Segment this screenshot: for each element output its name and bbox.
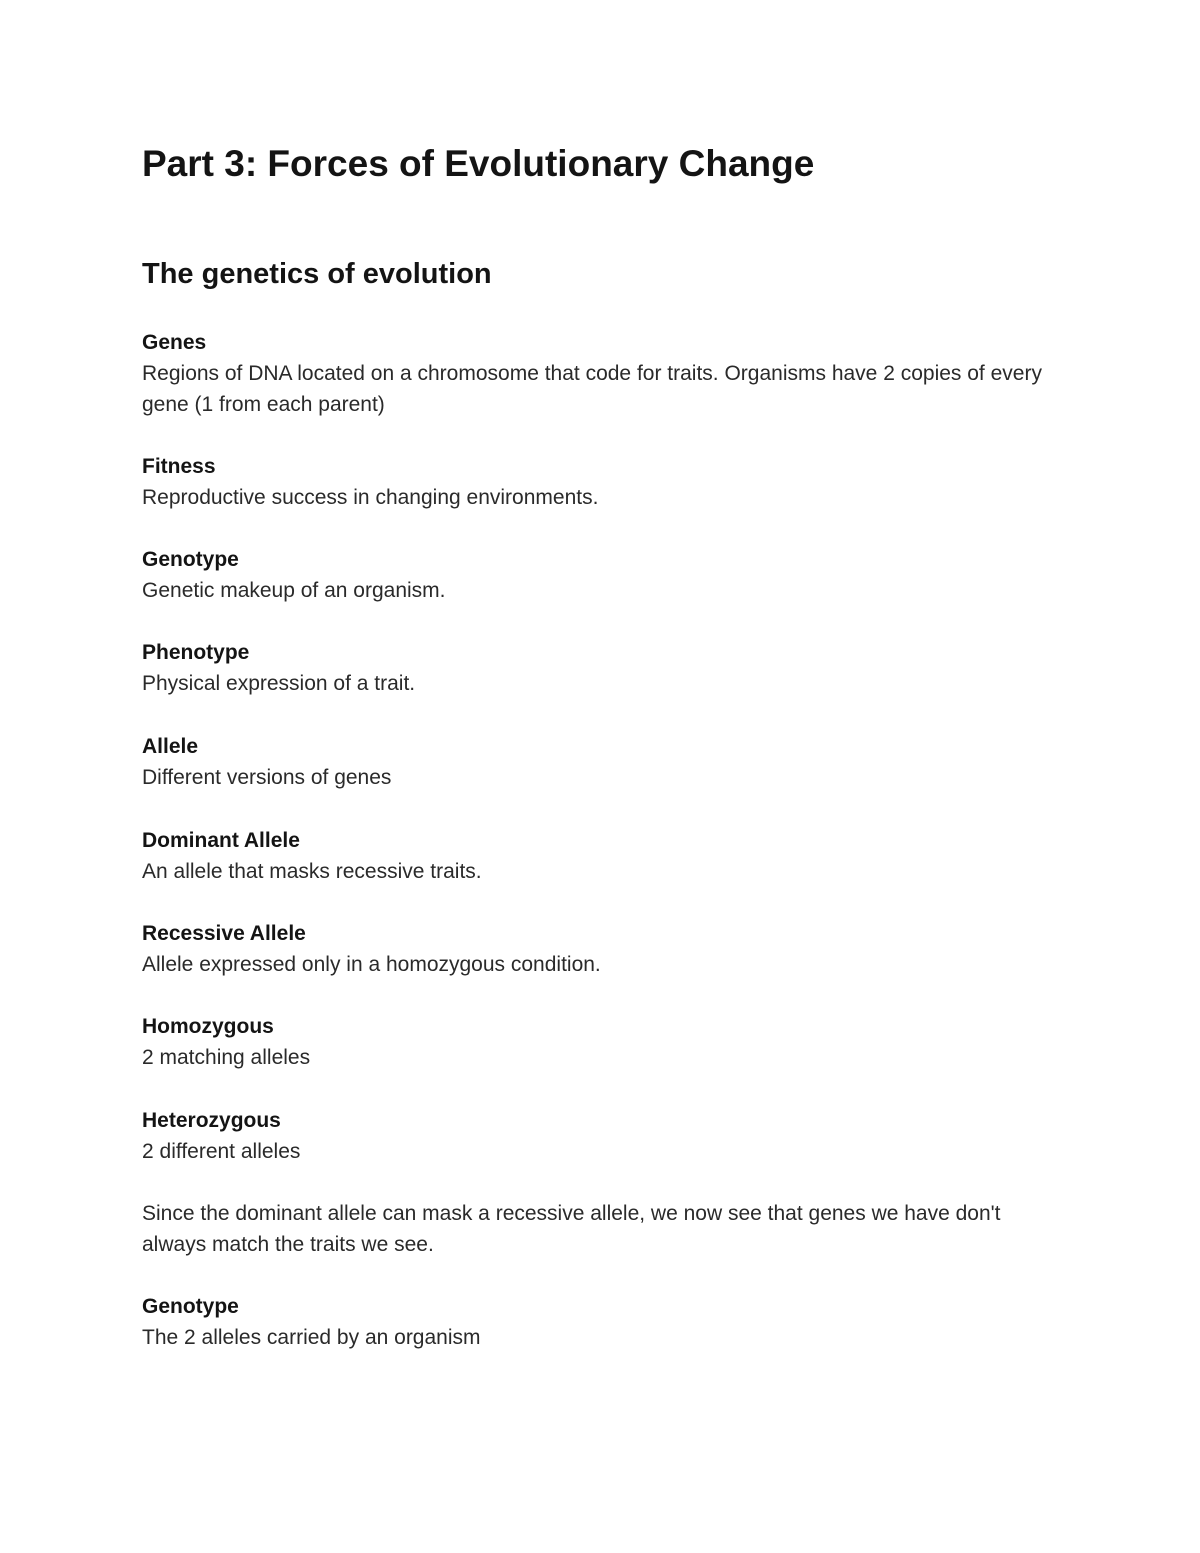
term-label: Genotype	[142, 548, 239, 571]
page-title: Part 3: Forces of Evolutionary Change	[142, 143, 815, 184]
term-label: Allele	[142, 735, 199, 758]
term-label: Dominant Allele	[142, 829, 300, 852]
definition-homozygous	[142, 1011, 1062, 1073]
term-label: Homozygous	[142, 1015, 274, 1038]
definition-fitness	[142, 451, 1062, 513]
term-definition: Genetic makeup of an organism.	[142, 579, 446, 602]
term-definition: Regions of DNA located on a chromosome that code for traits. Organisms have 2 copies of every gene (1 from each parent)	[142, 362, 1042, 416]
section-heading: The genetics of evolution	[142, 258, 492, 290]
term-label: Recessive Allele	[142, 922, 306, 945]
term-definition: 2 matching alleles	[142, 1046, 311, 1069]
definition-heterozygous	[142, 1105, 1062, 1167]
term-definition: Reproductive success in changing environments.	[142, 486, 599, 509]
body-paragraph: Since the dominant allele can mask a recessive allele, we now see that genes we have don't always match the traits we see.	[142, 1202, 1001, 1256]
term-definition: Allele expressed only in a homozygous condition.	[142, 953, 601, 976]
term-label: Phenotype	[142, 641, 250, 664]
term-label: Genes	[142, 331, 207, 354]
definition-genotype	[142, 544, 1062, 606]
document-page	[142, 0, 1062, 1553]
term-definition: 2 different alleles	[142, 1140, 301, 1163]
definition-allele	[142, 731, 1062, 793]
definition-genotype-final	[142, 1291, 1062, 1353]
term-label: Fitness	[142, 455, 216, 478]
term-definition: Different versions of genes	[142, 766, 392, 789]
term-definition: The 2 alleles carried by an organism	[142, 1326, 481, 1349]
term-label: Genotype	[142, 1295, 239, 1318]
definition-phenotype	[142, 637, 1062, 699]
term-label: Heterozygous	[142, 1109, 281, 1132]
definition-dominant-allele	[142, 825, 1062, 887]
term-definition: An allele that masks recessive traits.	[142, 860, 482, 883]
definition-recessive-allele	[142, 918, 1062, 980]
definition-genes	[142, 327, 1062, 420]
term-definition: Physical expression of a trait.	[142, 672, 416, 695]
